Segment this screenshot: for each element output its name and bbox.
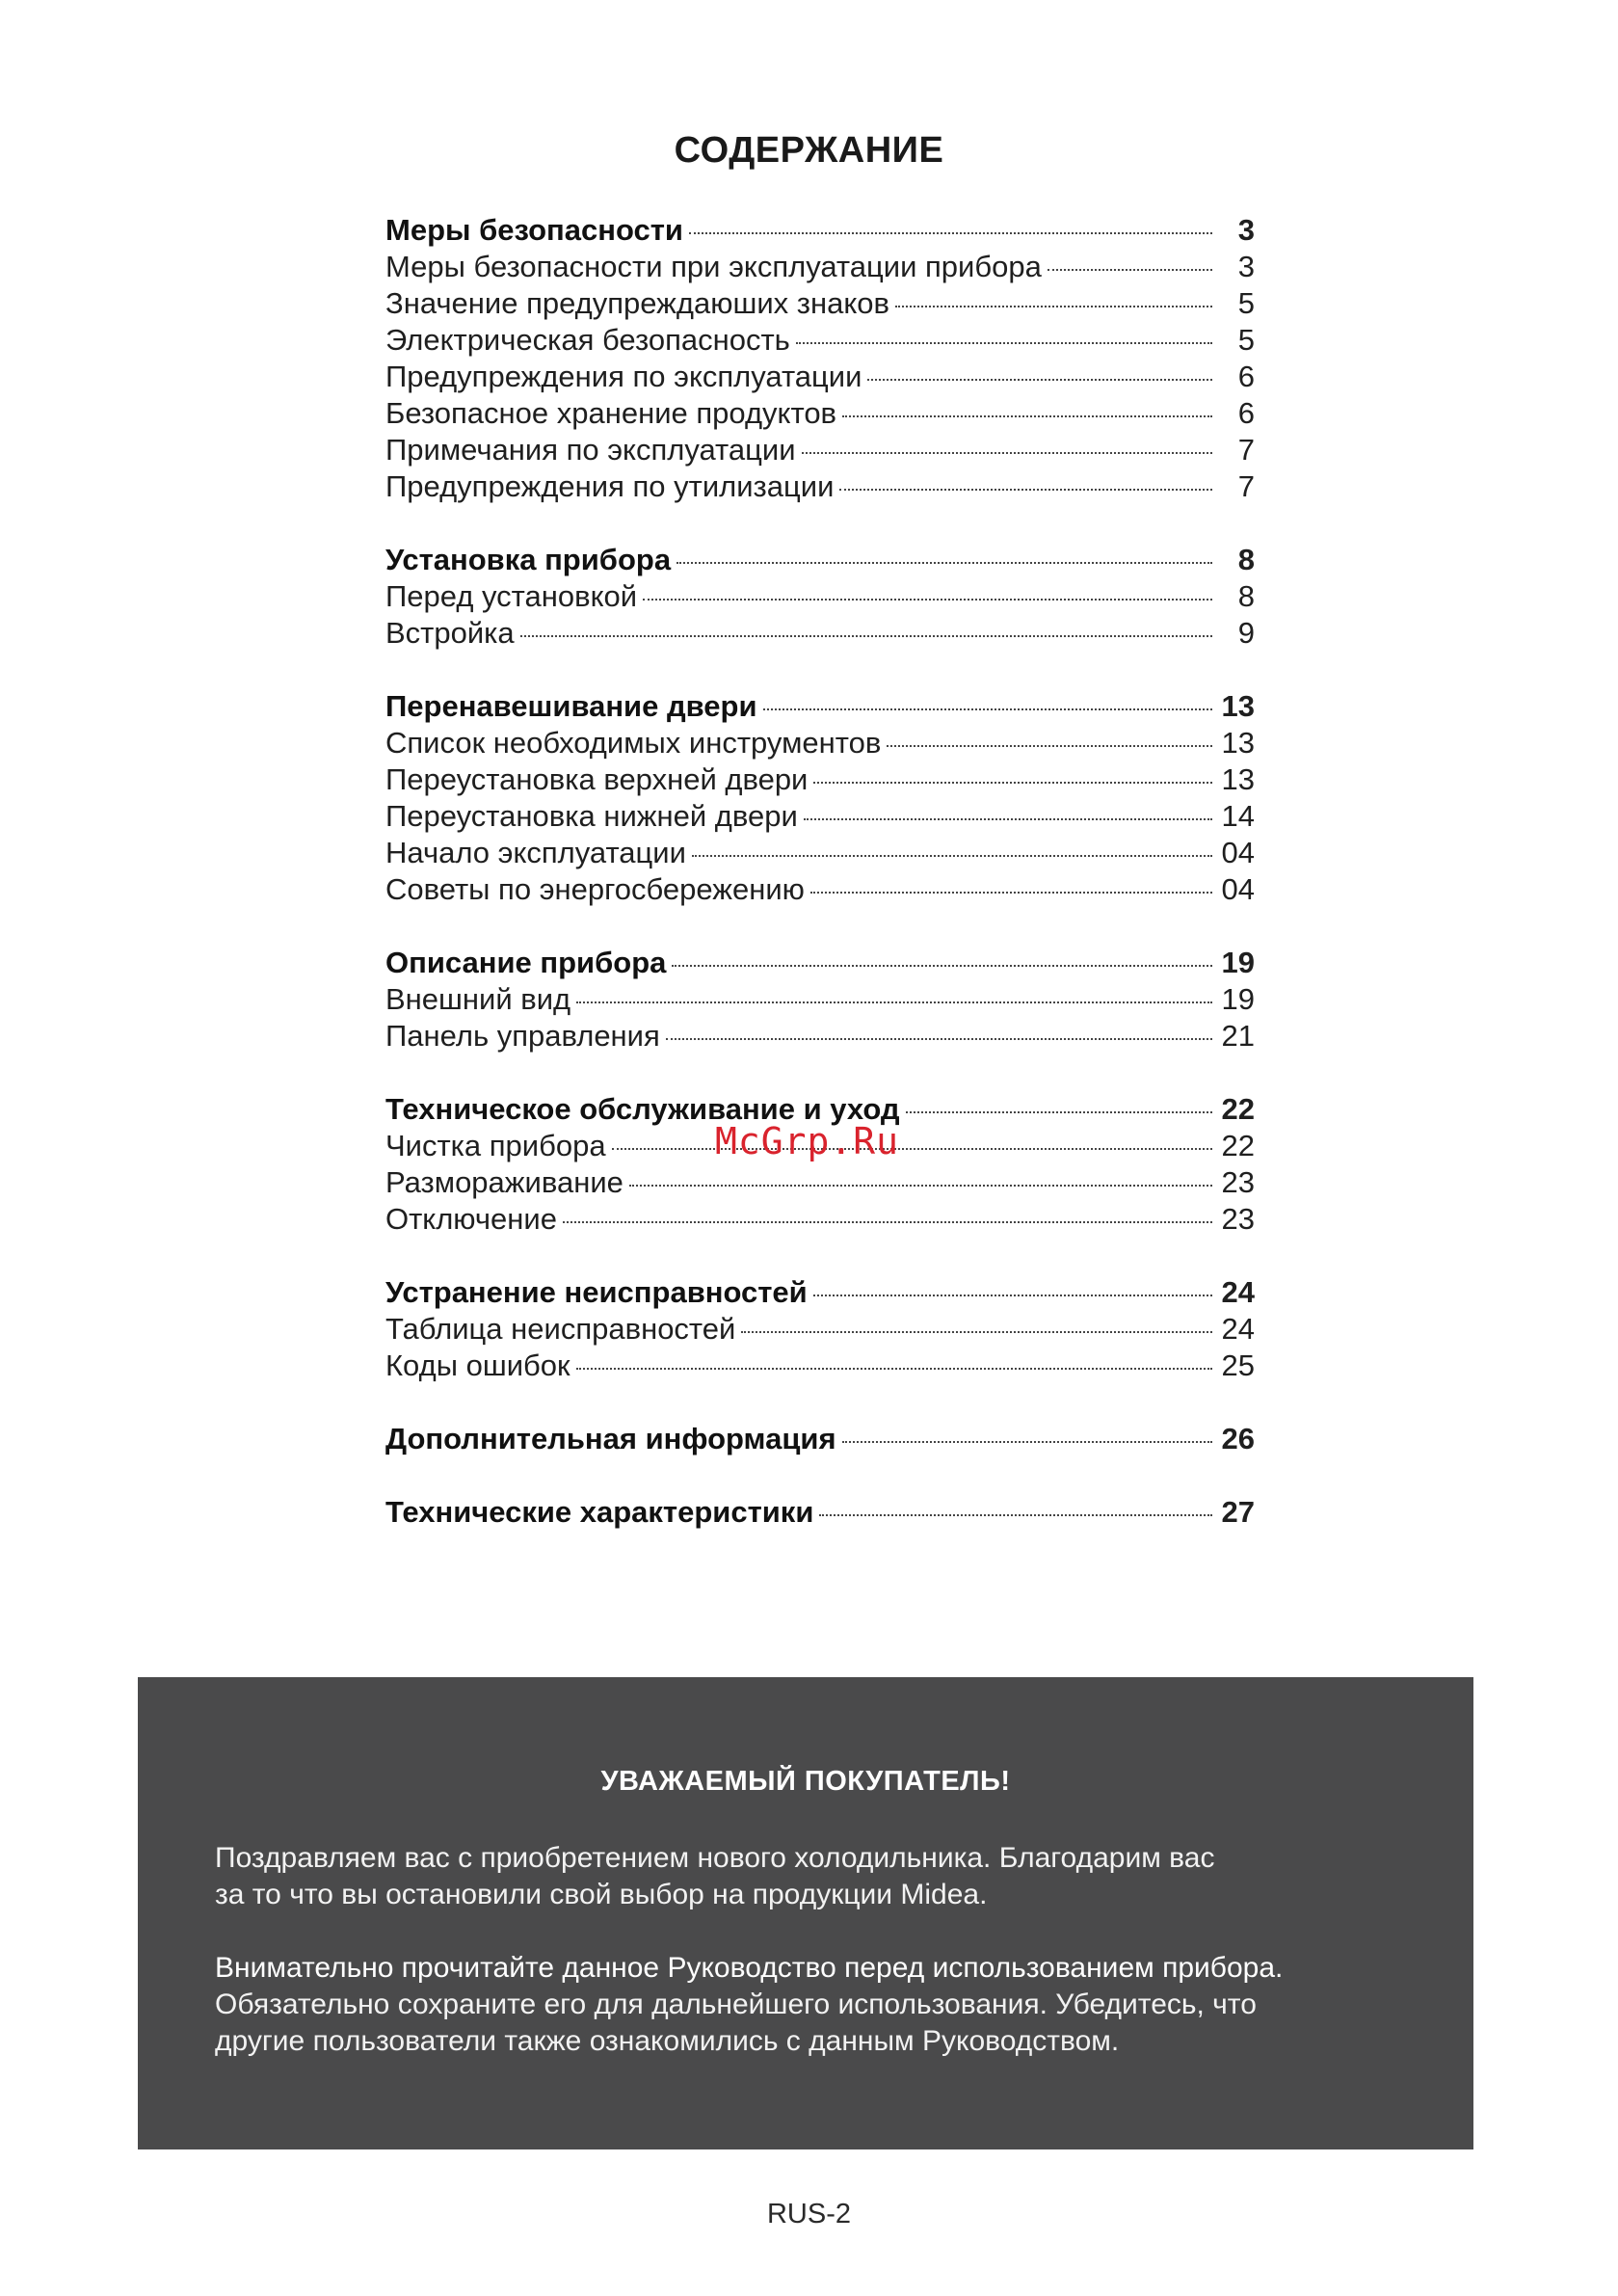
toc-heading-label: Технические характеристики: [385, 1495, 814, 1529]
toc-item-page: 9: [1237, 616, 1255, 650]
toc-item-label: Чистка прибора: [385, 1129, 606, 1162]
toc-item-page: 14: [1221, 799, 1255, 833]
toc-item[interactable]: [385, 1311, 1255, 1348]
toc-heading-label: Меры безопасности: [385, 213, 683, 247]
toc-heading[interactable]: [385, 688, 1255, 725]
toc-item-page: 13: [1221, 726, 1255, 760]
toc-item-label: Размораживание: [385, 1165, 623, 1199]
toc-item[interactable]: [385, 359, 1255, 395]
toc-item-page: 19: [1221, 982, 1255, 1016]
toc-item-label: Предупреждения по эксплуатации: [385, 360, 862, 393]
toc-heading-label: Описание прибора: [385, 946, 667, 979]
toc-item-page: 23: [1221, 1165, 1255, 1199]
dot-leader: [1048, 269, 1212, 271]
toc-item-label: Внешний вид: [385, 982, 571, 1016]
toc-item-label: Встройка: [385, 616, 515, 650]
congratulations-line-1: Поздравляем вас с приобретением нового холодильника. Благодарим вас: [215, 1842, 1215, 1874]
toc-item-page: 24: [1221, 1312, 1255, 1346]
toc-heading[interactable]: [385, 1274, 1255, 1311]
toc-item[interactable]: [385, 578, 1255, 615]
toc-item-page: 6: [1237, 396, 1255, 430]
dot-leader: [563, 1221, 1212, 1223]
toc-item[interactable]: [385, 981, 1255, 1018]
instructions-line-1: Внимательно прочитайте данное Руководство перед использованием прибора.: [215, 1952, 1284, 1984]
toc-item-page: 7: [1237, 469, 1255, 503]
toc-section: [385, 1274, 1255, 1384]
toc-item-page: 3: [1237, 250, 1255, 283]
toc-item-page: 6: [1237, 360, 1255, 393]
page-number: RUS-2: [766, 2199, 851, 2229]
toc-heading-page: 26: [1221, 1422, 1255, 1455]
toc-heading-label: Техническое обслуживание и уход: [385, 1092, 900, 1126]
dot-leader: [763, 708, 1212, 710]
toc-item-page: 8: [1237, 579, 1255, 613]
toc-section: [385, 688, 1255, 908]
instructions-line-2: Обязательно сохраните его для дальнейшего использования. Убедитесь, что: [215, 1989, 1257, 2020]
toc-item-page: 5: [1237, 323, 1255, 357]
dot-leader: [842, 415, 1212, 417]
toc-item-page: 5: [1237, 286, 1255, 320]
congratulations-line-2: за то что вы остановили свой выбор на продукции Midea.: [215, 1879, 988, 1910]
dot-leader: [643, 599, 1212, 601]
dot-leader: [867, 379, 1212, 381]
toc-item-page: 23: [1221, 1202, 1255, 1236]
toc-section: [385, 212, 1255, 505]
table-of-contents: [385, 212, 1255, 1567]
toc-item-label: Перед установкой: [385, 579, 638, 613]
toc-heading-page: 22: [1221, 1092, 1255, 1126]
dot-leader: [887, 745, 1212, 747]
dear-customer-box: [138, 1677, 1473, 2149]
dot-leader: [810, 892, 1212, 894]
toc-item-label: Значение предупреждаюших знаков: [385, 286, 889, 320]
toc-item-label: Отключение: [385, 1202, 557, 1236]
dot-leader: [804, 818, 1212, 820]
toc-item-page: 04: [1221, 872, 1255, 906]
dot-leader: [692, 855, 1212, 857]
toc-item-label: Электрическая безопасность: [385, 323, 790, 357]
toc-item[interactable]: [385, 395, 1255, 432]
dot-leader: [576, 1001, 1212, 1003]
toc-heading[interactable]: [385, 212, 1255, 249]
toc-item[interactable]: [385, 798, 1255, 835]
toc-item-label: Таблица неисправностей: [385, 1312, 736, 1346]
toc-heading-label: Установка прибора: [385, 543, 672, 576]
toc-item[interactable]: [385, 871, 1255, 908]
dot-leader: [520, 635, 1212, 637]
toc-heading[interactable]: [385, 1494, 1255, 1531]
toc-item-page: 21: [1221, 1019, 1255, 1053]
toc-item[interactable]: [385, 322, 1255, 359]
toc-item-label: Переустановка нижней двери: [385, 799, 798, 833]
page-title: СОДЕРЖАНИЕ: [674, 130, 944, 171]
toc-item[interactable]: [385, 285, 1255, 322]
toc-item[interactable]: [385, 725, 1255, 761]
toc-heading-label: Устранение неисправностей: [385, 1275, 808, 1309]
toc-item[interactable]: [385, 615, 1255, 652]
dot-leader: [842, 1441, 1212, 1443]
toc-item[interactable]: [385, 1348, 1255, 1384]
toc-item-label: Переустановка верхней двери: [385, 762, 809, 796]
toc-section: [385, 1494, 1255, 1531]
toc-heading-page: 24: [1221, 1275, 1255, 1309]
dot-leader: [813, 1295, 1212, 1296]
toc-item-label: Примечания по эксплуатации: [385, 433, 796, 467]
dot-leader: [612, 1148, 1212, 1150]
dot-leader: [895, 306, 1212, 307]
dear-customer-title: УВАЖАЕМЫЙ ПОКУПАТЕЛЬ!: [600, 1766, 1011, 1797]
toc-section: [385, 1091, 1255, 1238]
toc-item-label: Панель управления: [385, 1019, 660, 1053]
toc-item-label: Советы по энергосбережению: [385, 872, 805, 906]
toc-section: [385, 945, 1255, 1055]
toc-heading-page: 3: [1237, 213, 1255, 247]
dot-leader: [796, 342, 1212, 344]
toc-item-label: Начало эксплуатации: [385, 836, 686, 869]
toc-item-label: Безопасное хранение продуктов: [385, 396, 837, 430]
toc-heading[interactable]: [385, 542, 1255, 578]
toc-section: [385, 1421, 1255, 1457]
dot-leader: [676, 562, 1212, 564]
toc-heading-page: 8: [1237, 543, 1255, 576]
dot-leader: [813, 782, 1212, 784]
toc-item-page: 25: [1221, 1348, 1255, 1382]
toc-item[interactable]: [385, 1018, 1255, 1055]
toc-item[interactable]: [385, 1164, 1255, 1201]
toc-heading[interactable]: [385, 945, 1255, 981]
dot-leader: [629, 1185, 1212, 1187]
toc-heading-label: Перенавешивание двери: [385, 689, 757, 723]
dot-leader: [672, 965, 1212, 967]
toc-heading[interactable]: [385, 1421, 1255, 1457]
instructions-paragraph: [215, 1950, 1396, 2060]
toc-heading-page: 13: [1221, 689, 1255, 723]
dot-leader: [741, 1331, 1212, 1333]
congratulations-paragraph: [215, 1840, 1396, 1913]
toc-item[interactable]: [385, 835, 1255, 871]
toc-item[interactable]: [385, 468, 1255, 505]
toc-item-page: 7: [1237, 433, 1255, 467]
toc-item[interactable]: [385, 761, 1255, 798]
toc-item[interactable]: [385, 432, 1255, 468]
toc-heading-label: Дополнительная информация: [385, 1422, 836, 1455]
dot-leader: [839, 489, 1212, 491]
dot-leader: [576, 1368, 1212, 1370]
dot-leader: [906, 1111, 1212, 1113]
toc-item-label: Меры безопасности при эксплуатации прибора: [385, 250, 1042, 283]
toc-item-label: Предупреждения по утилизации: [385, 469, 835, 503]
toc-item-page: 04: [1221, 836, 1255, 869]
instructions-line-3: другие пользователи также ознакомились с данным Руководством.: [215, 2025, 1120, 2057]
toc-item-label: Список необходимых инструментов: [385, 726, 882, 760]
toc-heading-page: 27: [1221, 1495, 1255, 1529]
toc-item-label: Коды ошибок: [385, 1348, 570, 1382]
dot-leader: [666, 1038, 1212, 1040]
dot-leader: [689, 232, 1212, 234]
toc-section: [385, 542, 1255, 652]
toc-item[interactable]: [385, 1201, 1255, 1238]
toc-item-page: 13: [1221, 762, 1255, 796]
dot-leader: [802, 452, 1212, 454]
toc-heading-page: 19: [1221, 946, 1255, 979]
watermark: McGrp.Ru: [715, 1120, 900, 1162]
toc-item[interactable]: [385, 249, 1255, 285]
dot-leader: [819, 1514, 1212, 1516]
toc-item-page: 22: [1221, 1129, 1255, 1162]
